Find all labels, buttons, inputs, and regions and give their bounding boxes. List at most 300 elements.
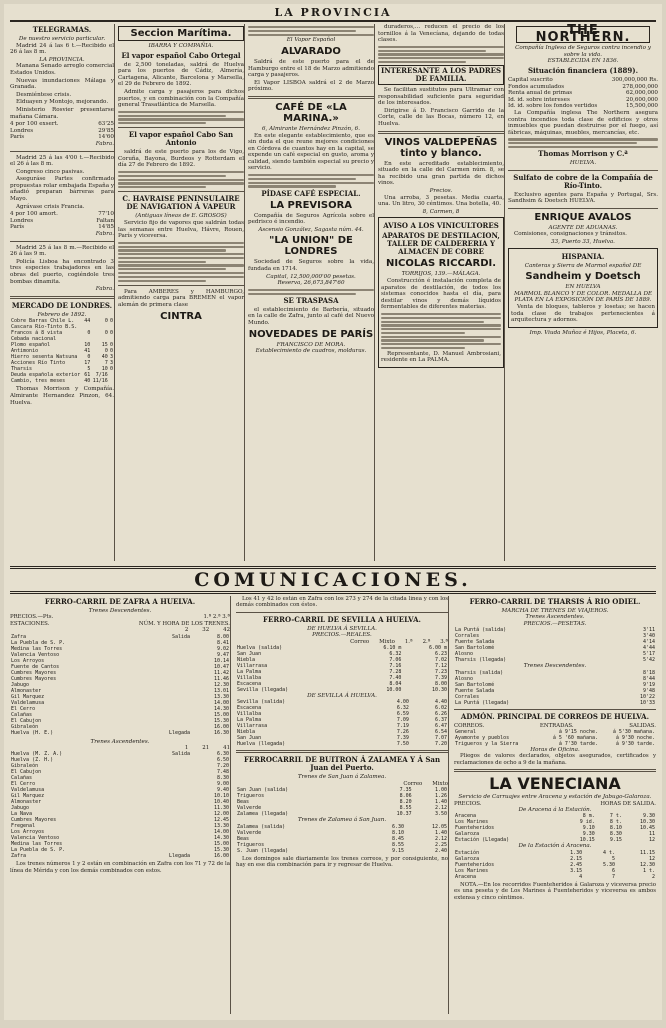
correos-cols: CORREOS. ENTRADAS. SALIDAS. <box>454 722 656 729</box>
table-cell: 2.12 <box>434 805 447 812</box>
mercado-title: MERCADO DE LONDRES. <box>11 300 113 310</box>
table-cell: San Juan <box>237 651 262 658</box>
table-cell: 9.40 <box>216 787 229 794</box>
sulfato-text: Exclusivo agentes para España y Portugal, Srs. Sandhsim & Doetsch HUELVA. <box>508 191 658 205</box>
veneciana-nota: NOTA.—En los recorridos Fuenteheridos á Galaroza y viceversa precio es una peseta y de Los Marines á Fuenteheridos y viceversa es ambos extensa y cinco céntimos. <box>454 881 656 901</box>
divider <box>454 709 656 710</box>
table-cell: 4 <box>579 873 583 880</box>
sevilla-cols: Correo Mixto 1.ª 2.ª 3.ª <box>350 638 448 645</box>
table-cell: Huelva (M. Z. A.) <box>11 751 63 758</box>
table-cell: Llegada <box>168 853 191 860</box>
table-cell: Gil Marquez <box>11 793 45 800</box>
table-cell: Medina las Torres <box>11 841 63 848</box>
table-cell: Trigueros <box>237 793 265 800</box>
table-cell: 8 m. <box>582 813 595 820</box>
situacion-title: Situación financiera (1889). <box>527 65 639 75</box>
table-cell: 15.00 <box>213 711 229 718</box>
table-cell: 17 <box>84 360 91 367</box>
padres-address: Dirigirse á D. Francisco Garrido de la Corte, calle de las Bocas, número 12, en Huelva. <box>378 107 504 128</box>
table-cell: Los Arroyos <box>11 657 45 664</box>
dispatch-header: Madrid 24 á las 6 t.—Recibido el 26 á las 8 m. <box>10 42 114 56</box>
column-ads-1 <box>248 24 375 561</box>
zafra-asc: Trenes Ascendentes. <box>90 738 150 745</box>
union-capital: Capital, 12,500,000'00 pesetas. <box>266 273 356 280</box>
sevilla-timetable <box>236 596 449 1014</box>
maritima-agent: IBARRA Y COMPAÑIA. <box>148 43 214 49</box>
table-cell: 1.00 <box>434 787 447 794</box>
table-cell: La Nava <box>11 811 33 818</box>
sevilla-table-2 <box>236 699 448 747</box>
table-cell: 15.30 <box>213 717 229 724</box>
correos-title: ADMÓN. PRINCIPAL DE CORREOS DE HUELVA. <box>460 711 650 721</box>
table-cell: Galaroza <box>455 855 480 862</box>
ship-name: CINTRA <box>160 310 202 322</box>
divider <box>508 208 658 209</box>
table-cell: 3 <box>109 354 113 361</box>
table-cell: 7.39 <box>434 675 447 682</box>
table-row <box>236 741 448 747</box>
divider <box>454 769 656 772</box>
table-cell: El Cerro <box>11 781 36 788</box>
table-cell: 0 <box>87 354 91 361</box>
table-cell: 10.30 <box>639 819 655 826</box>
table-cell: Jabugo <box>11 681 30 688</box>
table-cell: 10 <box>101 366 108 373</box>
northern-city: HUELVA. <box>569 160 597 167</box>
table-cell: 7.20 <box>434 741 447 748</box>
table-cell: 10.14 <box>213 657 229 664</box>
union-reserva: Reserva, 26,673,847'60 <box>277 280 345 287</box>
padres-title: INTERESANTE A LOS PADRES DE FAMILIA. <box>378 65 504 85</box>
text-lines <box>118 171 244 188</box>
aviso-text: Construcción é instalación completa de aparatos de destilación, de todos los sistemas conocidos hasta el día, para destilar vinos y demás líquidos fermentables de diferentes materias. <box>381 278 501 311</box>
table-cell: á 5 '60 mañana. <box>552 735 598 742</box>
table-cell: 9 id. <box>579 819 595 826</box>
table-cell: La Puntá (llegada) <box>455 699 510 706</box>
table-cell: 16.30 <box>213 729 229 736</box>
text-lines <box>378 46 504 63</box>
table-cell: 10.47 <box>213 663 229 670</box>
table-cell: San Juan (salida) <box>237 787 289 794</box>
table-cell: 9.10 <box>582 825 595 832</box>
table-cell: 9.15 <box>609 837 622 844</box>
aracena-title: De Aracena á la Estación. <box>518 807 592 814</box>
buitron-sub2: Trenes de Zalamea á San Juan. <box>297 817 387 824</box>
representative: Representante, D. Manuel Ambrosiani, residente en La PALMA. <box>381 350 501 364</box>
rate-row: París 14'60 <box>10 134 114 141</box>
table-cell: 7.16 <box>389 663 402 670</box>
aviso-title: AVISO A LOS VINICULTORES <box>383 221 499 231</box>
table-cell: 11.30 <box>213 805 229 812</box>
aviso-ad <box>378 217 504 368</box>
table-cell: 15.30 <box>213 847 229 854</box>
ship-ad-text: saldrá de este puerto para los de Vigo, Coruña, Bayona, Burdeos y Rotterdam el día 27 de Febrero de 1892. <box>118 149 244 169</box>
table-cell: 0 <box>87 330 91 337</box>
table-cell: á 9'30 tarde. <box>615 741 655 748</box>
table-cell: Tharsis (llegada) <box>455 657 507 664</box>
table-cell: 0 <box>109 330 113 337</box>
correos-horas: Horas de Oficina. <box>530 747 580 754</box>
table-cell: 12.05 <box>431 823 447 830</box>
table-cell: 4'14 <box>642 639 655 646</box>
sevilla-precios: PRECIOS.—REALES. <box>312 632 372 639</box>
table-cell: 1.40 <box>434 829 447 836</box>
table-cell: 11.46 <box>213 675 229 682</box>
table-cell: 9.30 <box>582 831 595 838</box>
ship-ad-text: de 2,500 toneladas, saldrá de Huelva para los puertos de Cádiz, Almería, Cartagena, Alicante, Barcelona y Marsella, el 29 de Febrero de 1892. <box>118 61 244 88</box>
maritima-title: Seccion Marítima. <box>118 26 244 41</box>
finance-row: Capital suscrito 300,000,000 Rs. <box>508 76 658 83</box>
table-cell: La Puntá (salida) <box>455 627 507 634</box>
table-cell: 13.01 <box>213 687 229 694</box>
finance-row: Id. id. sobre intereses 20,600,000 <box>508 96 658 103</box>
table-cell: 7.06 <box>389 657 402 664</box>
signature: Fabra. <box>95 231 114 238</box>
table-cell: 15 <box>101 342 108 349</box>
table-cell: 8.10 <box>392 829 405 836</box>
table-cell: 7.39 <box>396 735 409 742</box>
table-cell: 8 t. <box>609 819 622 826</box>
table-cell: San Bartolomé <box>455 681 495 688</box>
table-cell: 9.02 <box>216 645 229 652</box>
table-cell: 7 <box>612 873 616 880</box>
table-cell: 12.45 <box>213 817 229 824</box>
table-cell: Valdelamusa <box>11 699 45 706</box>
table-cell: 15.00 <box>213 841 229 848</box>
table-cell: Los Arroyos <box>11 829 45 836</box>
table-cell: Beas <box>237 799 250 806</box>
table-cell: Huelva (Z. H.) <box>11 757 54 764</box>
table-cell: 7.48 <box>216 769 229 776</box>
table-cell: Cumbres Mayores <box>11 817 57 824</box>
table-cell: 61 <box>84 372 91 379</box>
table-cell: Tharsis (salida) <box>455 669 504 676</box>
correos-nota: Pliegos de valores declarados, objetos asegurados, certificados y reclamaciones de ocho a 9 de la mañana. <box>454 753 656 766</box>
traspasa-text: el establecimiento de Barbería, situado en la calle de Zafra, junto al café del Nuevo Mundo. <box>248 306 374 326</box>
table-cell: La Palma <box>237 669 262 676</box>
table-cell: 7.12 <box>434 663 447 670</box>
table-cell: Villalba <box>237 675 262 682</box>
table-cell: 4 t. <box>603 849 616 856</box>
divider <box>10 151 114 152</box>
rate-row: Londres 29'85 <box>10 127 114 134</box>
avalos-text: Comisiones, consignaciones y tránsitos. <box>514 231 627 238</box>
novedades-title: NOVEDADES DE PARÍS <box>248 328 374 340</box>
divider <box>118 127 244 128</box>
table-row <box>10 730 230 736</box>
table-cell: á 9'15 noche. <box>558 729 598 736</box>
table-cell: 40 <box>101 354 108 361</box>
table-cell <box>109 378 114 384</box>
table-cell: 2.45 <box>570 861 583 868</box>
table-cell: Fuente Salada <box>455 639 495 646</box>
table-cell: Francos á 8 vista <box>11 330 63 337</box>
zafra-desc: Trenes Descendentes. <box>88 608 152 614</box>
table-cell: 3'11 <box>642 627 655 634</box>
dispatch-text: Agrávase crisis Francia. <box>16 203 85 210</box>
table-cell: Gibraleón <box>11 723 39 730</box>
zafra-trains: 2 32 42 <box>184 627 230 634</box>
table-cell: Calañas <box>11 711 33 718</box>
previsora-agent: Ascensio González, Sagasta núm. 44. <box>258 226 364 233</box>
table-cell: 5'42 <box>642 657 655 664</box>
divider <box>236 750 448 753</box>
table-cell: 5 <box>612 855 616 862</box>
traspasa-title: SE TRASPASA <box>283 295 339 305</box>
table-cell: 7.07 <box>434 735 447 742</box>
table-cell: 6.47 <box>434 723 447 730</box>
table-cell: La Puebla de S. P. <box>11 639 66 646</box>
zafra-header: ESTACIONES. NÚM. Y HORA DE LOS TRENES. <box>10 620 230 627</box>
tharsis-marcha: MARCHA DE TRENES DE VIAJEROS. <box>501 608 609 614</box>
table-cell: El Cabujon <box>11 717 42 724</box>
pidase: PÍDASE CAFÉ ESPECIAL. <box>261 188 361 198</box>
table-cell: 6.23 <box>434 651 447 658</box>
table-cell: Valencia Ventoso <box>11 651 60 658</box>
table-row <box>10 853 230 859</box>
sevilla-intro: Los 41 y 42 lo están en Zafra con los 273 y 274 de la citada línea y con los demás combinados con éstos. <box>236 596 448 609</box>
finance-row: Id. id. sobre los fondos vertidos 15,500,000 <box>508 103 658 110</box>
divider <box>248 96 374 99</box>
sevilla-sub1: DE HUELVA Á SEVILLA. <box>307 625 377 632</box>
table-cell: El Cerro <box>11 705 36 712</box>
dispatch-text: Policía Lisboa ha encontrado 3 tres especies trabajadores en las obras del puerto, cogiéndole tres bombas dinamita. <box>10 258 114 285</box>
column-ads-3 <box>508 24 658 561</box>
table-cell: á 9'30 noche. <box>615 735 655 742</box>
table-cell: Aracena <box>455 873 477 880</box>
table-cell: 6 <box>612 867 616 874</box>
table-cell: 8.20 <box>399 799 412 806</box>
tharsis-asc: Trenes Ascendentes. <box>525 614 585 621</box>
table-cell: Gibraleón <box>11 763 39 770</box>
table-cell: Villarrasa <box>237 663 268 670</box>
table-cell: 40 <box>84 378 91 385</box>
table-cell: 0 <box>109 348 113 355</box>
table-cell: 8.06 <box>399 793 412 800</box>
telegramas-subtitle: De nuestro servicio particular. <box>18 36 106 42</box>
table-cell: Escacena <box>237 705 262 712</box>
table-cell: 2.12 <box>434 835 447 842</box>
alvarado-text: Saldrá de este puerto para el de Hamburgo entre el 18 de Marzo admitiendo carga y pasajeros. <box>248 58 374 79</box>
table-cell: 14.30 <box>213 835 229 842</box>
table-cell: 7.35 <box>399 787 412 794</box>
sandheim-city: EN HUELVA <box>565 284 601 291</box>
table-cell: 6.10 m <box>383 645 402 652</box>
table-cell: 10.40 <box>213 799 229 806</box>
table-cell: 12.30 <box>639 861 655 868</box>
telegramas-title: TELEGRAMAS. <box>32 25 92 34</box>
divider <box>508 170 658 171</box>
table-cell: 10.45 <box>639 825 655 832</box>
sevilla-table-1 <box>236 645 448 693</box>
sevilla-title: FERRO-CARRIL DE SEVILLA A HUELVA. <box>263 614 421 624</box>
dispatch-text: Manana Senado arreglo comercial Estados Unidos. <box>10 63 114 76</box>
table-cell: Villarrasa <box>237 723 268 730</box>
avalos-sub: AGENTE DE ADUANAS. <box>548 224 618 231</box>
table-cell: 7.40 <box>389 675 402 682</box>
table-cell: 8.45 <box>392 835 405 842</box>
table-cell: 7.19 <box>396 723 409 730</box>
text-lines <box>248 26 374 36</box>
sevilla-note: Los domingos sale diariamente los trenes correos, y por consiguiente, no hay en ese día combinación para ir y regresar de Huelva. <box>236 855 448 869</box>
table-cell: Trigueros y la Sierra <box>455 741 519 748</box>
text-lines <box>248 289 374 295</box>
zafra-title: FERRO-CARRIL DE ZAFRA A HUELVA. <box>44 597 196 606</box>
vinos-title: VINOS VALDEPEÑAS tinto y blanco. <box>384 136 498 159</box>
table-cell: Llegada <box>168 729 191 736</box>
table-cell: 5'17 <box>642 651 655 658</box>
table-cell: á 7'30 tarde. <box>558 741 598 748</box>
table-cell: 9'48 <box>642 687 655 694</box>
sevilla-sub2: DE SEVILLA Á HUELVA. <box>307 693 377 700</box>
table-cell: 0 <box>109 318 113 325</box>
table-cell: Calañas <box>11 775 33 782</box>
table-cell: Valdelamusa <box>11 787 45 794</box>
table-cell: Antimonio <box>11 348 39 355</box>
column-maritima <box>118 24 245 561</box>
table-cell: 3 <box>109 360 113 367</box>
table-cell: Gil Marquez <box>11 693 45 700</box>
havraise-sub: (Antiguas líneas de E. GROSOS) <box>135 213 227 220</box>
table-cell: Escacena <box>237 681 262 688</box>
lisboa-text: El Vapor LISBOA saldrá el 2 de Marzo próximo. <box>248 79 374 93</box>
table-cell: Jabugo <box>11 805 30 812</box>
table-cell: Fuenteheridos <box>455 825 495 832</box>
dispatch-text: Desmiéntese crisis. <box>16 91 72 98</box>
table-cell: 8.55 <box>399 805 412 812</box>
zafra-prices: PRECIOS.—Pts. 1.ª 2.ª 3.ª <box>10 614 230 621</box>
text-lines <box>508 138 658 148</box>
table-cell: 7.50 <box>396 741 409 748</box>
estacion-title: De la Estación á Aracena. <box>518 843 592 850</box>
table-cell: Sevilla (llegada) <box>237 687 289 694</box>
table-cell: 0 <box>104 318 108 325</box>
havraise-text: Servicio fijo de vapores que saldrán todas las semanas entre Huelva, Hávre, Rouen, París y viceversa. <box>118 219 244 240</box>
table-cell: 11.15 <box>639 849 655 856</box>
masthead: LA PROVINCIA <box>274 6 392 19</box>
table-cell: Cambio, tres meses <box>11 378 66 385</box>
buitron-sub: Trenes de San Juan á Zalamea. <box>297 774 387 781</box>
divider <box>118 191 244 192</box>
table-cell: 10 <box>84 342 91 349</box>
table-cell: Valverde <box>237 829 262 836</box>
table-cell: Fuente Salada <box>455 687 495 694</box>
estacion-table <box>454 850 656 880</box>
tharsis-desc: Trenes Descendentes. <box>523 663 587 670</box>
table-cell: 10.15 <box>579 837 595 844</box>
table-cell: 10'33 <box>639 699 655 706</box>
table-cell: Hierro sesenta Watsuna <box>11 354 78 361</box>
table-cell: 4.40 <box>434 699 447 706</box>
table-cell: 12 <box>648 837 655 844</box>
tharsis-timetable <box>454 596 656 1014</box>
section-label: LA PROVINCIA. <box>39 56 85 63</box>
dispatch-text: Nuevas inundaciones Málaga y Granada. <box>10 77 114 91</box>
mora-name: FRANCISCO DE MORA. <box>276 341 346 348</box>
cafe-title: CAFÉ DE «LA MARINA.» <box>275 101 347 124</box>
table-cell: 4.00 <box>396 699 409 706</box>
dispatch-text: Congreso cinco pasivas. <box>16 168 85 175</box>
table-cell: 7.23 <box>434 669 447 676</box>
table-cell: 6.32 <box>396 705 409 712</box>
dispatch-text: Elduayen y Montojo, mejorando. <box>16 99 109 106</box>
table-cell: 6.30 <box>392 823 405 830</box>
table-cell: Almonaster <box>11 799 42 806</box>
table-cell: Cumbres Mayores <box>11 669 57 676</box>
table-cell: 41 <box>84 348 91 355</box>
table-cell: 8.00 <box>434 681 447 688</box>
table-cell: Villalba <box>237 711 262 718</box>
table-cell: 10'22 <box>639 693 655 700</box>
union-text: Sociedad de Seguros sobre la vida, fundada en 1714. <box>248 259 374 272</box>
table-cell: Alosno <box>455 651 474 658</box>
alvarado-intro: El Vapor Español <box>286 37 336 44</box>
table-cell: Cebada nacional <box>11 336 57 343</box>
table-cell: Fuenteheridos <box>455 861 495 868</box>
table-cell: Cascara Río-Tinto B.S. <box>11 324 78 331</box>
text-lines <box>248 174 374 188</box>
table-cell: 6.32 <box>389 651 402 658</box>
avalos-title: ENRIQUE AVALOS <box>534 211 632 223</box>
table-cell: 2.40 <box>434 847 447 854</box>
riccardi-address: TORRIJOS, 139.—MÁLAGA. <box>401 271 481 278</box>
table-cell: 6.00 m <box>428 645 447 652</box>
table-cell: 6.50 <box>216 757 229 764</box>
table-cell: Salida <box>171 751 191 758</box>
veneciana-servicio: Servicio de Carruajes entre Aracena y estación de Jabugo-Galaroza. <box>458 794 652 801</box>
correos-table <box>454 729 656 747</box>
table-cell: 13.30 <box>213 823 229 830</box>
zafra-desc-table <box>10 634 230 736</box>
previsora-title: LA PREVISORA <box>269 199 353 211</box>
zafra-asc-trains: 1 21 41 <box>184 745 230 752</box>
northern-est: ESTABLECIDA EN 1836. <box>547 58 619 65</box>
ship-ad-text: Admite carga y pasajeros para dichos puertos, y en combinación con la Compañía general Trasatlántica de Marsella. <box>118 88 244 109</box>
venta-text: Venta de bloques, tableros y losetas; se hacen toda clase de trabajos pertenecientes á arquitectura y adornos. <box>511 304 655 324</box>
table-cell: General <box>455 729 477 736</box>
tharsis-table-1 <box>454 627 656 663</box>
vinos-prices: Una arroba, 3 pesetas. Media cuarta, una. Un litro, 30 céntimos. Una botella, 40. <box>378 194 504 208</box>
table-cell: Corrales <box>455 693 480 700</box>
table-cell: 10.30 <box>431 687 447 694</box>
northern-sub: Compañía Inglesa de Seguros contra incendio y sobre la vida. <box>515 45 651 58</box>
table-cell: El Cabujon <box>11 769 42 776</box>
divider <box>236 612 448 613</box>
table-cell: 8.00 <box>216 633 229 640</box>
mercado-dates: Febrero de 1892. <box>37 311 87 318</box>
text-lines <box>381 313 501 349</box>
table-cell: 10.00 <box>386 687 402 694</box>
table-cell: 8'44 <box>642 675 655 682</box>
table-cell: 16.00 <box>213 853 229 860</box>
table-cell: 6.59 <box>396 711 409 718</box>
buitron-title: FERROCARRIL DE BUITRON Á ZALAMEA Y Á San Juan del Puerto. <box>243 755 441 773</box>
table-cell: 11/16 <box>92 378 108 385</box>
table-cell: 14.30 <box>213 705 229 712</box>
table-cell: 5.30 <box>603 861 616 868</box>
table-cell: Zalamea (salida) <box>237 823 286 830</box>
dispatch-header: Madrid 25 á las 4'00 t.—Recibido el 26 á las 8 m. <box>10 154 114 168</box>
table-cell: San Juan <box>237 735 262 742</box>
buitron-table-1 <box>236 787 448 817</box>
table-cell: 9.15 <box>392 847 405 854</box>
zafra-timetable <box>10 596 231 1014</box>
table-cell: 1 t. <box>642 867 655 874</box>
marmol-text: MARMOL BLANCO Y DE COLOR. MEDALLA DE PLATA EN LA EXPOSICIÓN DE PARÍS DE 1889. <box>513 290 653 304</box>
table-cell: Fuente de Cantos <box>11 663 60 670</box>
canteras: Canteras y Sierra de Marmol español DE <box>524 262 642 269</box>
table-cell: Estación (Llegada) <box>455 837 510 844</box>
